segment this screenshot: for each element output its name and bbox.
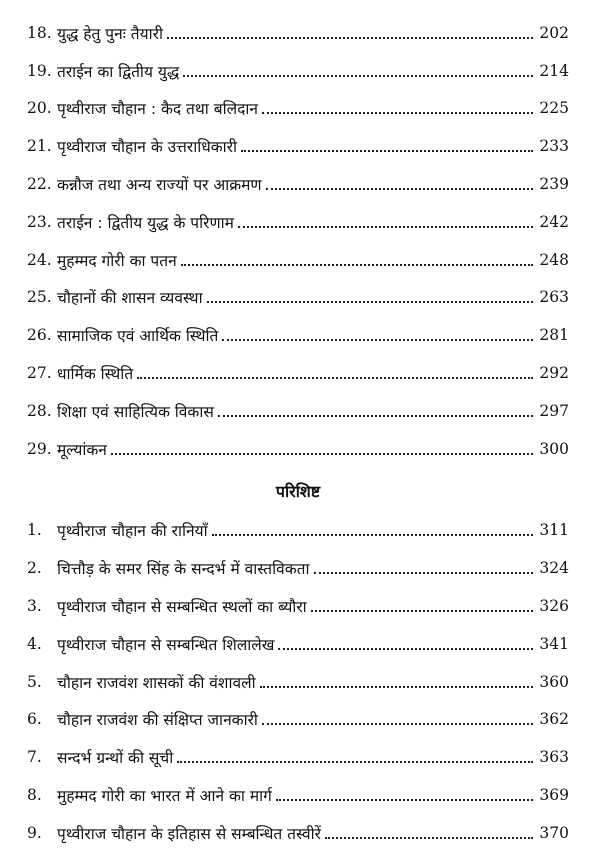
entry-page-number: 297: [539, 401, 569, 420]
entry-title: पृथ्वीराज चौहान से सम्बन्धित स्थलों का ब्यौरा: [57, 598, 307, 617]
dot-leader: [177, 761, 533, 763]
entry-number: 8.: [27, 786, 42, 805]
entry-title: पृथ्वीराज चौहान से सम्बन्धित शिलालेख: [57, 635, 275, 654]
entry-title: युद्ध हेतु पुनः तैयारी: [57, 24, 163, 43]
dot-leader: [278, 648, 533, 650]
entry-number: 22.: [27, 175, 52, 194]
entry-page-number: 202: [539, 23, 569, 42]
entry-page-number: 370: [539, 823, 569, 842]
entry-number: 7.: [27, 748, 42, 767]
entry-page-number: 341: [539, 634, 569, 653]
appendix-row: [27, 625, 569, 663]
entry-number: 23.: [27, 212, 52, 231]
entry-page-number: 292: [539, 364, 569, 383]
entry-title: कन्नौज तथा अन्य राज्यों पर आक्रमण: [57, 176, 262, 195]
entry-title: चौहानों की शासन व्यवस्था: [57, 289, 203, 308]
entry-page-number: 360: [539, 672, 569, 691]
entry-title: मुहम्मद गोरी का पतन: [57, 251, 177, 270]
entry-number: 26.: [27, 326, 52, 345]
dot-leader: [212, 534, 534, 536]
dot-leader: [181, 264, 534, 266]
dot-leader: [314, 572, 534, 574]
entry-page-number: 369: [539, 786, 569, 805]
entry-page-number: 326: [539, 597, 569, 616]
chapter-row: [27, 430, 569, 468]
entry-number: 1.: [27, 521, 42, 540]
entry-number: 9.: [27, 823, 42, 842]
entry-page-number: 324: [539, 559, 569, 578]
appendix-row: [27, 663, 569, 701]
entry-page-number: 214: [539, 61, 569, 80]
entry-title: चौहान राजवंश शासकों की वंशावली: [57, 673, 256, 692]
entry-number: 18.: [27, 23, 52, 42]
chapter-row: [27, 14, 569, 52]
entry-title: चौहान राजवंश की संक्षिप्त जानकारी: [57, 711, 258, 730]
appendix-row: [27, 587, 569, 625]
entry-page-number: 281: [539, 326, 569, 345]
entry-page-number: 225: [539, 99, 569, 118]
entry-page-number: 363: [539, 748, 569, 767]
appendix-row: [27, 701, 569, 739]
entry-title: पृथ्वीराज चौहान के इतिहास से सम्बन्धित तस्वीरें: [57, 824, 321, 843]
entry-number: 29.: [27, 439, 52, 458]
chapter-row: [27, 127, 569, 165]
dot-leader: [207, 301, 534, 303]
entry-number: 27.: [27, 364, 52, 383]
entry-page-number: 239: [539, 175, 569, 194]
entry-page-number: 300: [539, 439, 569, 458]
chapter-row: [27, 52, 569, 90]
chapter-row: [27, 279, 569, 317]
dot-leader: [238, 226, 533, 228]
dot-leader: [222, 339, 533, 341]
appendix-heading: परिशिष्ट: [275, 481, 321, 501]
dot-leader: [325, 837, 533, 839]
entry-number: 4.: [27, 634, 42, 653]
appendix-row: [27, 549, 569, 587]
entry-number: 24.: [27, 250, 52, 269]
entry-page-number: 362: [539, 710, 569, 729]
entry-page-number: 311: [539, 521, 569, 540]
entry-title: पृथ्वीराज चौहान के उत्तराधिकारी: [57, 138, 238, 157]
dot-leader: [311, 610, 534, 612]
entry-number: 5.: [27, 672, 42, 691]
chapter-row: [27, 165, 569, 203]
entry-number: 25.: [27, 288, 52, 307]
entry-number: 21.: [27, 137, 52, 156]
dot-leader: [262, 723, 533, 725]
dot-leader: [260, 686, 534, 688]
dot-leader: [262, 112, 533, 114]
entry-number: 2.: [27, 559, 42, 578]
entry-page-number: 242: [539, 212, 569, 231]
entry-title: शिक्षा एवं साहित्यिक विकास: [57, 402, 214, 421]
chapter-row: [27, 203, 569, 241]
entry-page-number: 233: [539, 137, 569, 156]
appendix-row: [27, 738, 569, 776]
entry-page-number: 263: [539, 288, 569, 307]
chapter-list: [0, 14, 600, 468]
dot-leader: [111, 453, 534, 455]
chapter-row: [27, 354, 569, 392]
appendix-row: [27, 814, 569, 852]
chapter-row: [27, 316, 569, 354]
entry-number: 28.: [27, 401, 52, 420]
entry-title: मुहम्मद गोरी का भारत में आने का मार्ग: [57, 787, 272, 806]
entry-page-number: 248: [539, 250, 569, 269]
entry-title: तराईन : द्वितीय युद्ध के परिणाम: [57, 213, 234, 232]
chapter-row: [27, 241, 569, 279]
entry-title: सन्दर्भ ग्रन्थों की सूची: [57, 749, 174, 768]
appendix-list: [0, 512, 600, 852]
dot-leader: [183, 75, 533, 77]
dot-leader: [167, 37, 533, 39]
dot-leader: [137, 377, 533, 379]
dot-leader: [241, 150, 533, 152]
dot-leader: [266, 188, 534, 190]
entry-title: पृथ्वीराज चौहान की रानियाँ: [57, 522, 208, 541]
entry-title: सामाजिक एवं आर्थिक स्थिति: [57, 327, 219, 346]
dot-leader: [276, 799, 534, 801]
entry-number: 6.: [27, 710, 42, 729]
entry-title: पृथ्वीराज चौहान : कैद तथा बलिदान: [57, 100, 258, 119]
entry-title: मूल्यांकन: [57, 440, 107, 459]
entry-number: 3.: [27, 597, 42, 616]
entry-title: तराईन का द्वितीय युद्ध: [57, 62, 180, 81]
entry-number: 20.: [27, 99, 52, 118]
dot-leader: [218, 415, 534, 417]
entry-title: चित्तौड़ के समर सिंह के सन्दर्भ में वास्तविकता: [57, 560, 310, 579]
appendix-row: [27, 776, 569, 814]
entry-title: धार्मिक स्थिति: [57, 365, 134, 384]
entry-number: 19.: [27, 61, 52, 80]
chapter-row: [27, 90, 569, 128]
appendix-row: [27, 512, 569, 550]
chapter-row: [27, 392, 569, 430]
